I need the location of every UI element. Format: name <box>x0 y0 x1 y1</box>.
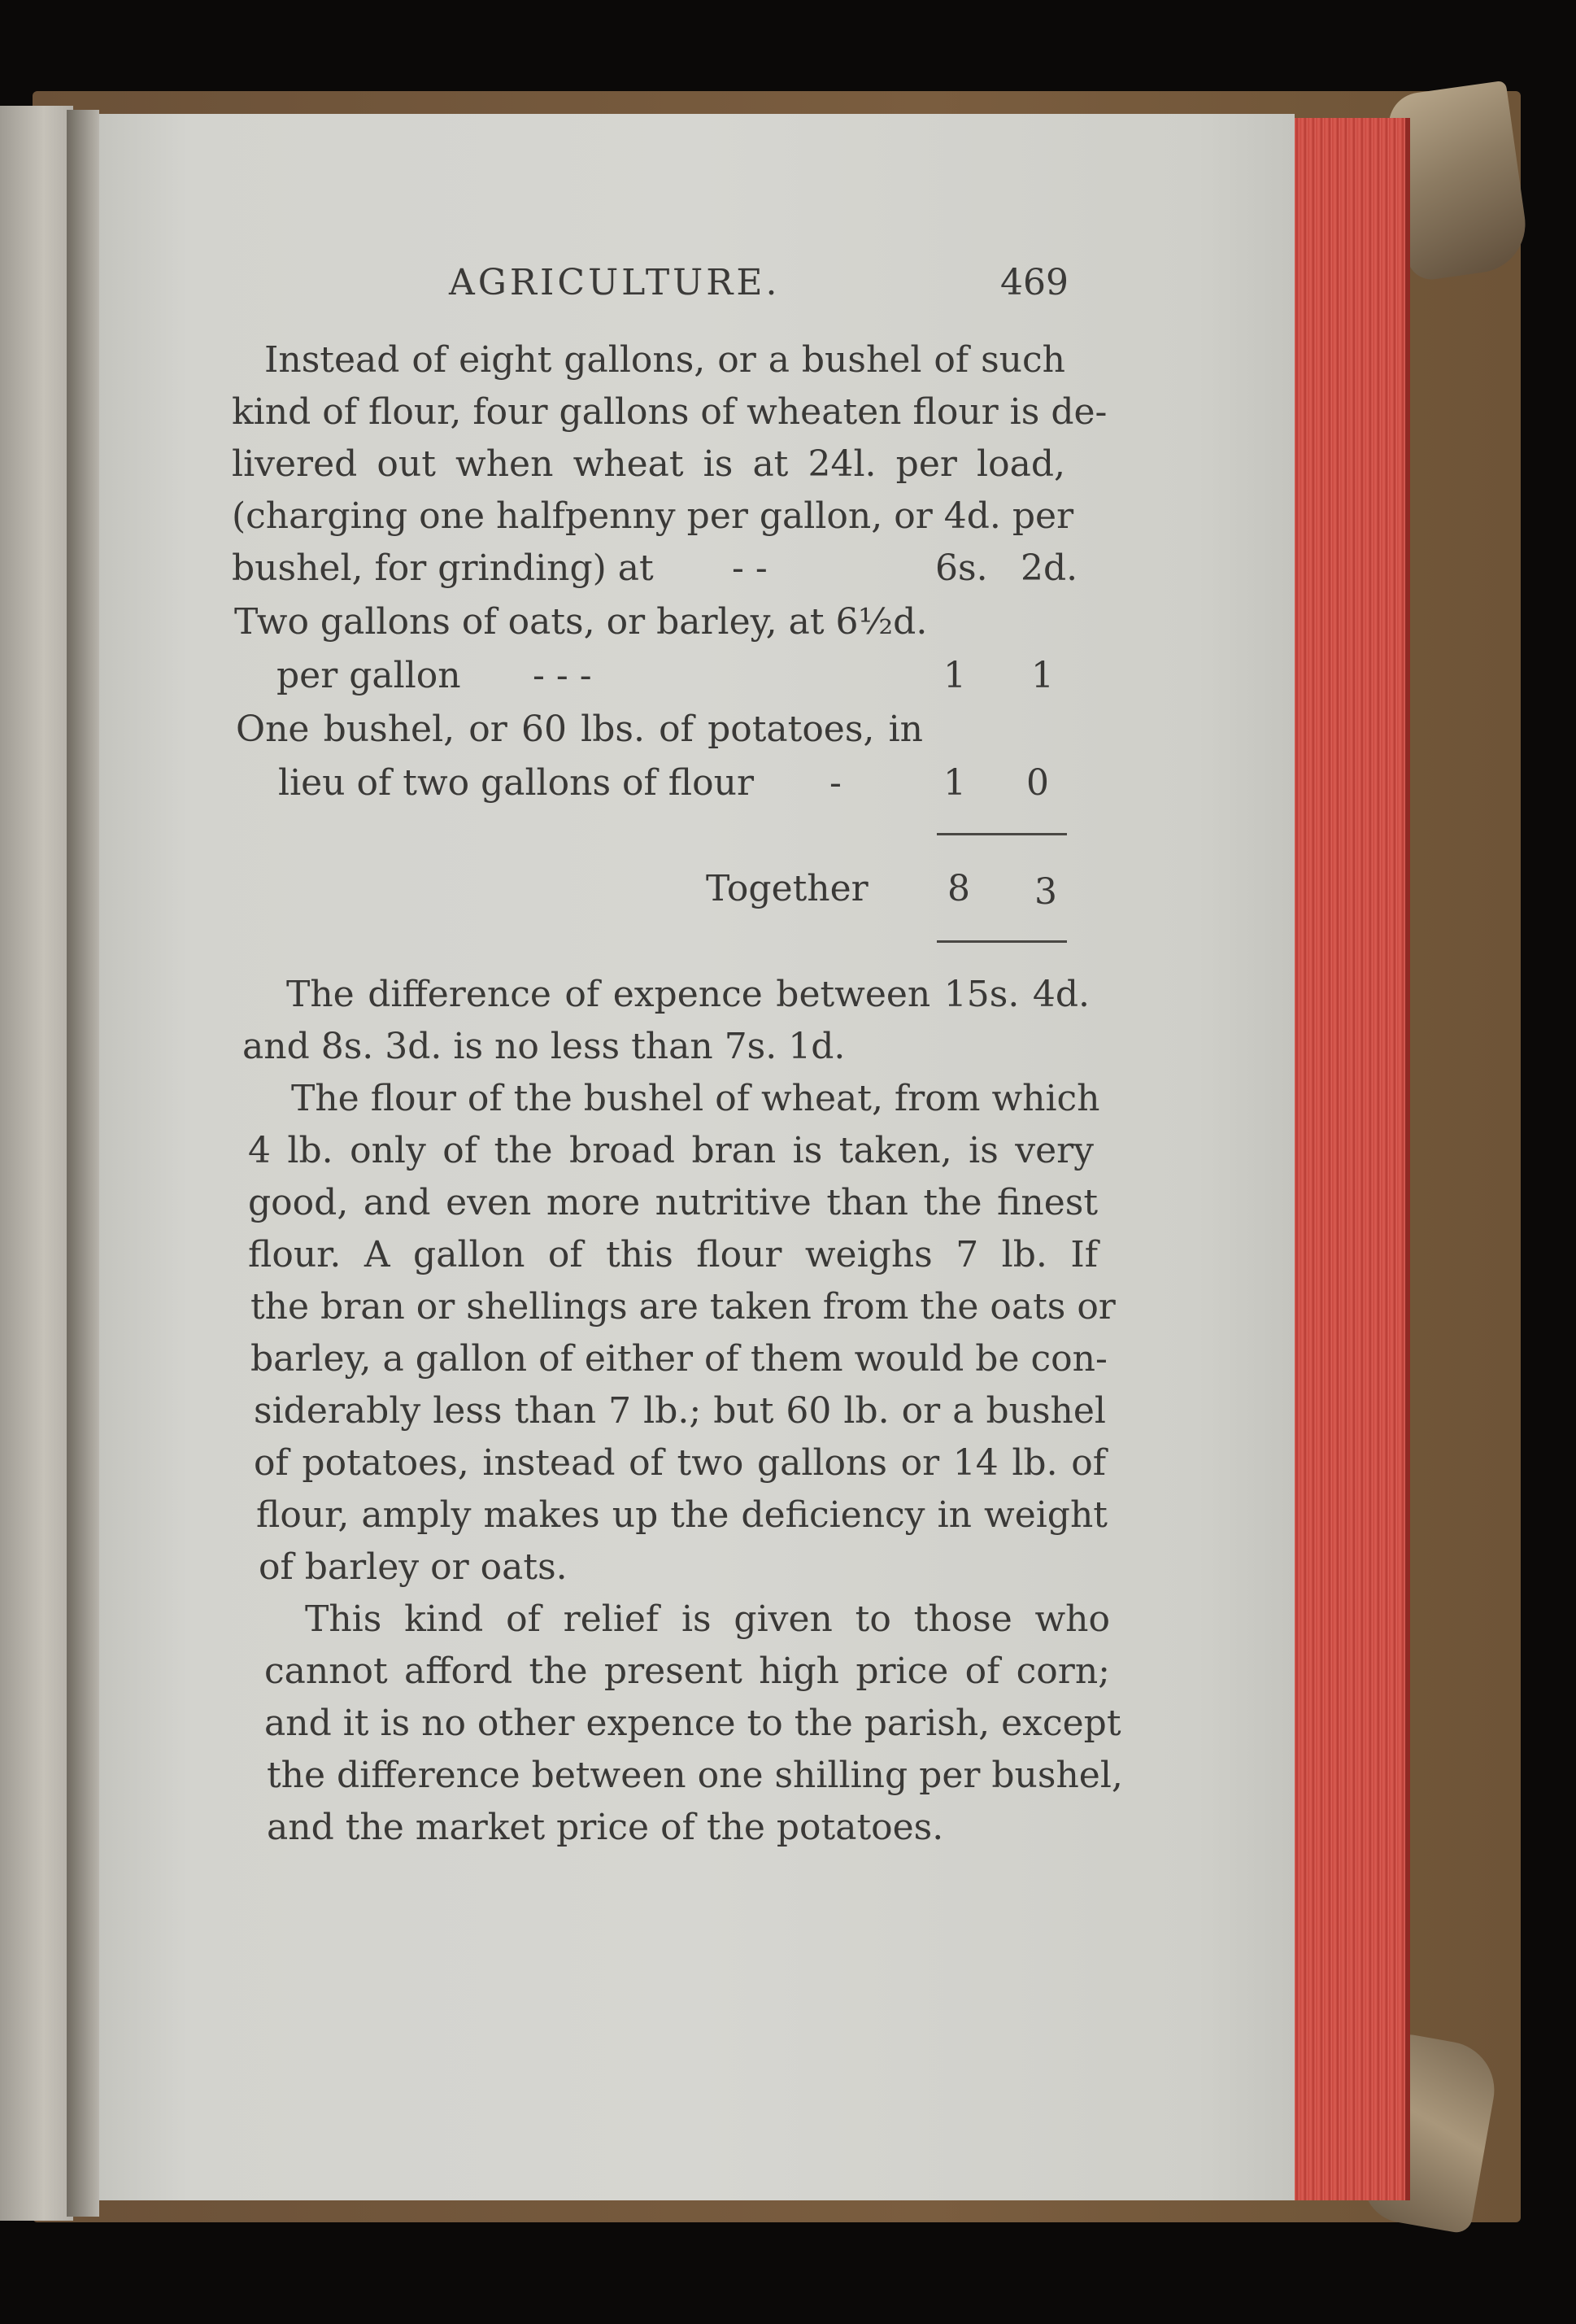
text-line: and it is no other expence to the parish, except <box>264 1703 1121 1744</box>
text-line: the difference between one shilling per bushel, <box>267 1755 1123 1796</box>
text-line: The flour of the bushel of wheat, from which <box>291 1078 1100 1119</box>
text-line: cannot afford the present high price of corn; <box>264 1650 1110 1692</box>
text-line: 4 lb. only of the broad bran is taken, is very <box>248 1130 1094 1171</box>
gutter <box>67 110 99 2217</box>
text-line: siderably less than 7 lb.; but 60 lb. or a bushel <box>254 1390 1106 1432</box>
account-line: One bushel, or 60 lbs. of potatoes, in <box>236 709 923 750</box>
sum-rule <box>937 833 1067 835</box>
page-header <box>0 262 1576 311</box>
account-line: Instead of eight gallons, or a bushel of such <box>264 339 1065 381</box>
account-line: kind of flour, four gallons of wheaten flour is de- <box>232 391 1108 433</box>
text-line: of potatoes, instead of two gallons or 14 lb. of <box>254 1442 1106 1484</box>
total-label: Together <box>706 868 869 909</box>
leader-dashes: - - - <box>533 655 592 696</box>
shillings-amount: 6s. <box>935 547 988 589</box>
red-page-edges <box>1291 118 1410 2200</box>
total-rule <box>937 940 1067 943</box>
item-label: per gallon <box>276 655 461 696</box>
text-line: the bran or shellings are taken from the oats or <box>250 1286 1116 1328</box>
pence-amount: 0 <box>1026 762 1049 804</box>
total-pence: 3 <box>1034 871 1057 913</box>
text-line: flour. A gallon of this flour weighs 7 lb. If <box>248 1234 1098 1275</box>
text-line: The difference of expence between 15s. 4d. <box>286 974 1090 1015</box>
page-number: 469 <box>1000 262 1069 303</box>
left-page-edge <box>0 106 73 2221</box>
total-shillings: 8 <box>947 868 970 909</box>
pence-amount: 1 <box>1031 655 1054 696</box>
leader-dashes: - <box>829 762 842 804</box>
shillings-amount: 1 <box>943 762 966 804</box>
account-line: Two gallons of oats, or barley, at 6½d. <box>234 601 928 643</box>
item-label: bushel, for grinding) at <box>232 547 654 589</box>
running-head: AGRICULTURE. <box>449 262 781 303</box>
pence-amount: 2d. <box>1021 547 1078 589</box>
item-label: lieu of two gallons of flour <box>278 762 754 804</box>
text-line: of barley or oats. <box>259 1546 568 1588</box>
text-line: and the market price of the potatoes. <box>267 1807 944 1848</box>
text-line: flour, amply makes up the deficiency in weight <box>256 1494 1108 1536</box>
text-line: good, and even more nutritive than the finest <box>248 1182 1098 1223</box>
text-line: barley, a gallon of either of them would be con- <box>250 1338 1108 1380</box>
text-line: and 8s. 3d. is no less than 7s. 1d. <box>242 1026 846 1067</box>
leader-dashes: - - <box>732 547 768 589</box>
account-line: (charging one halfpenny per gallon, or 4d. per <box>232 495 1074 537</box>
account-line: livered out when wheat is at 24l. per load, <box>232 443 1065 485</box>
shillings-amount: 1 <box>943 655 966 696</box>
text-line: This kind of relief is given to those who <box>305 1598 1110 1640</box>
